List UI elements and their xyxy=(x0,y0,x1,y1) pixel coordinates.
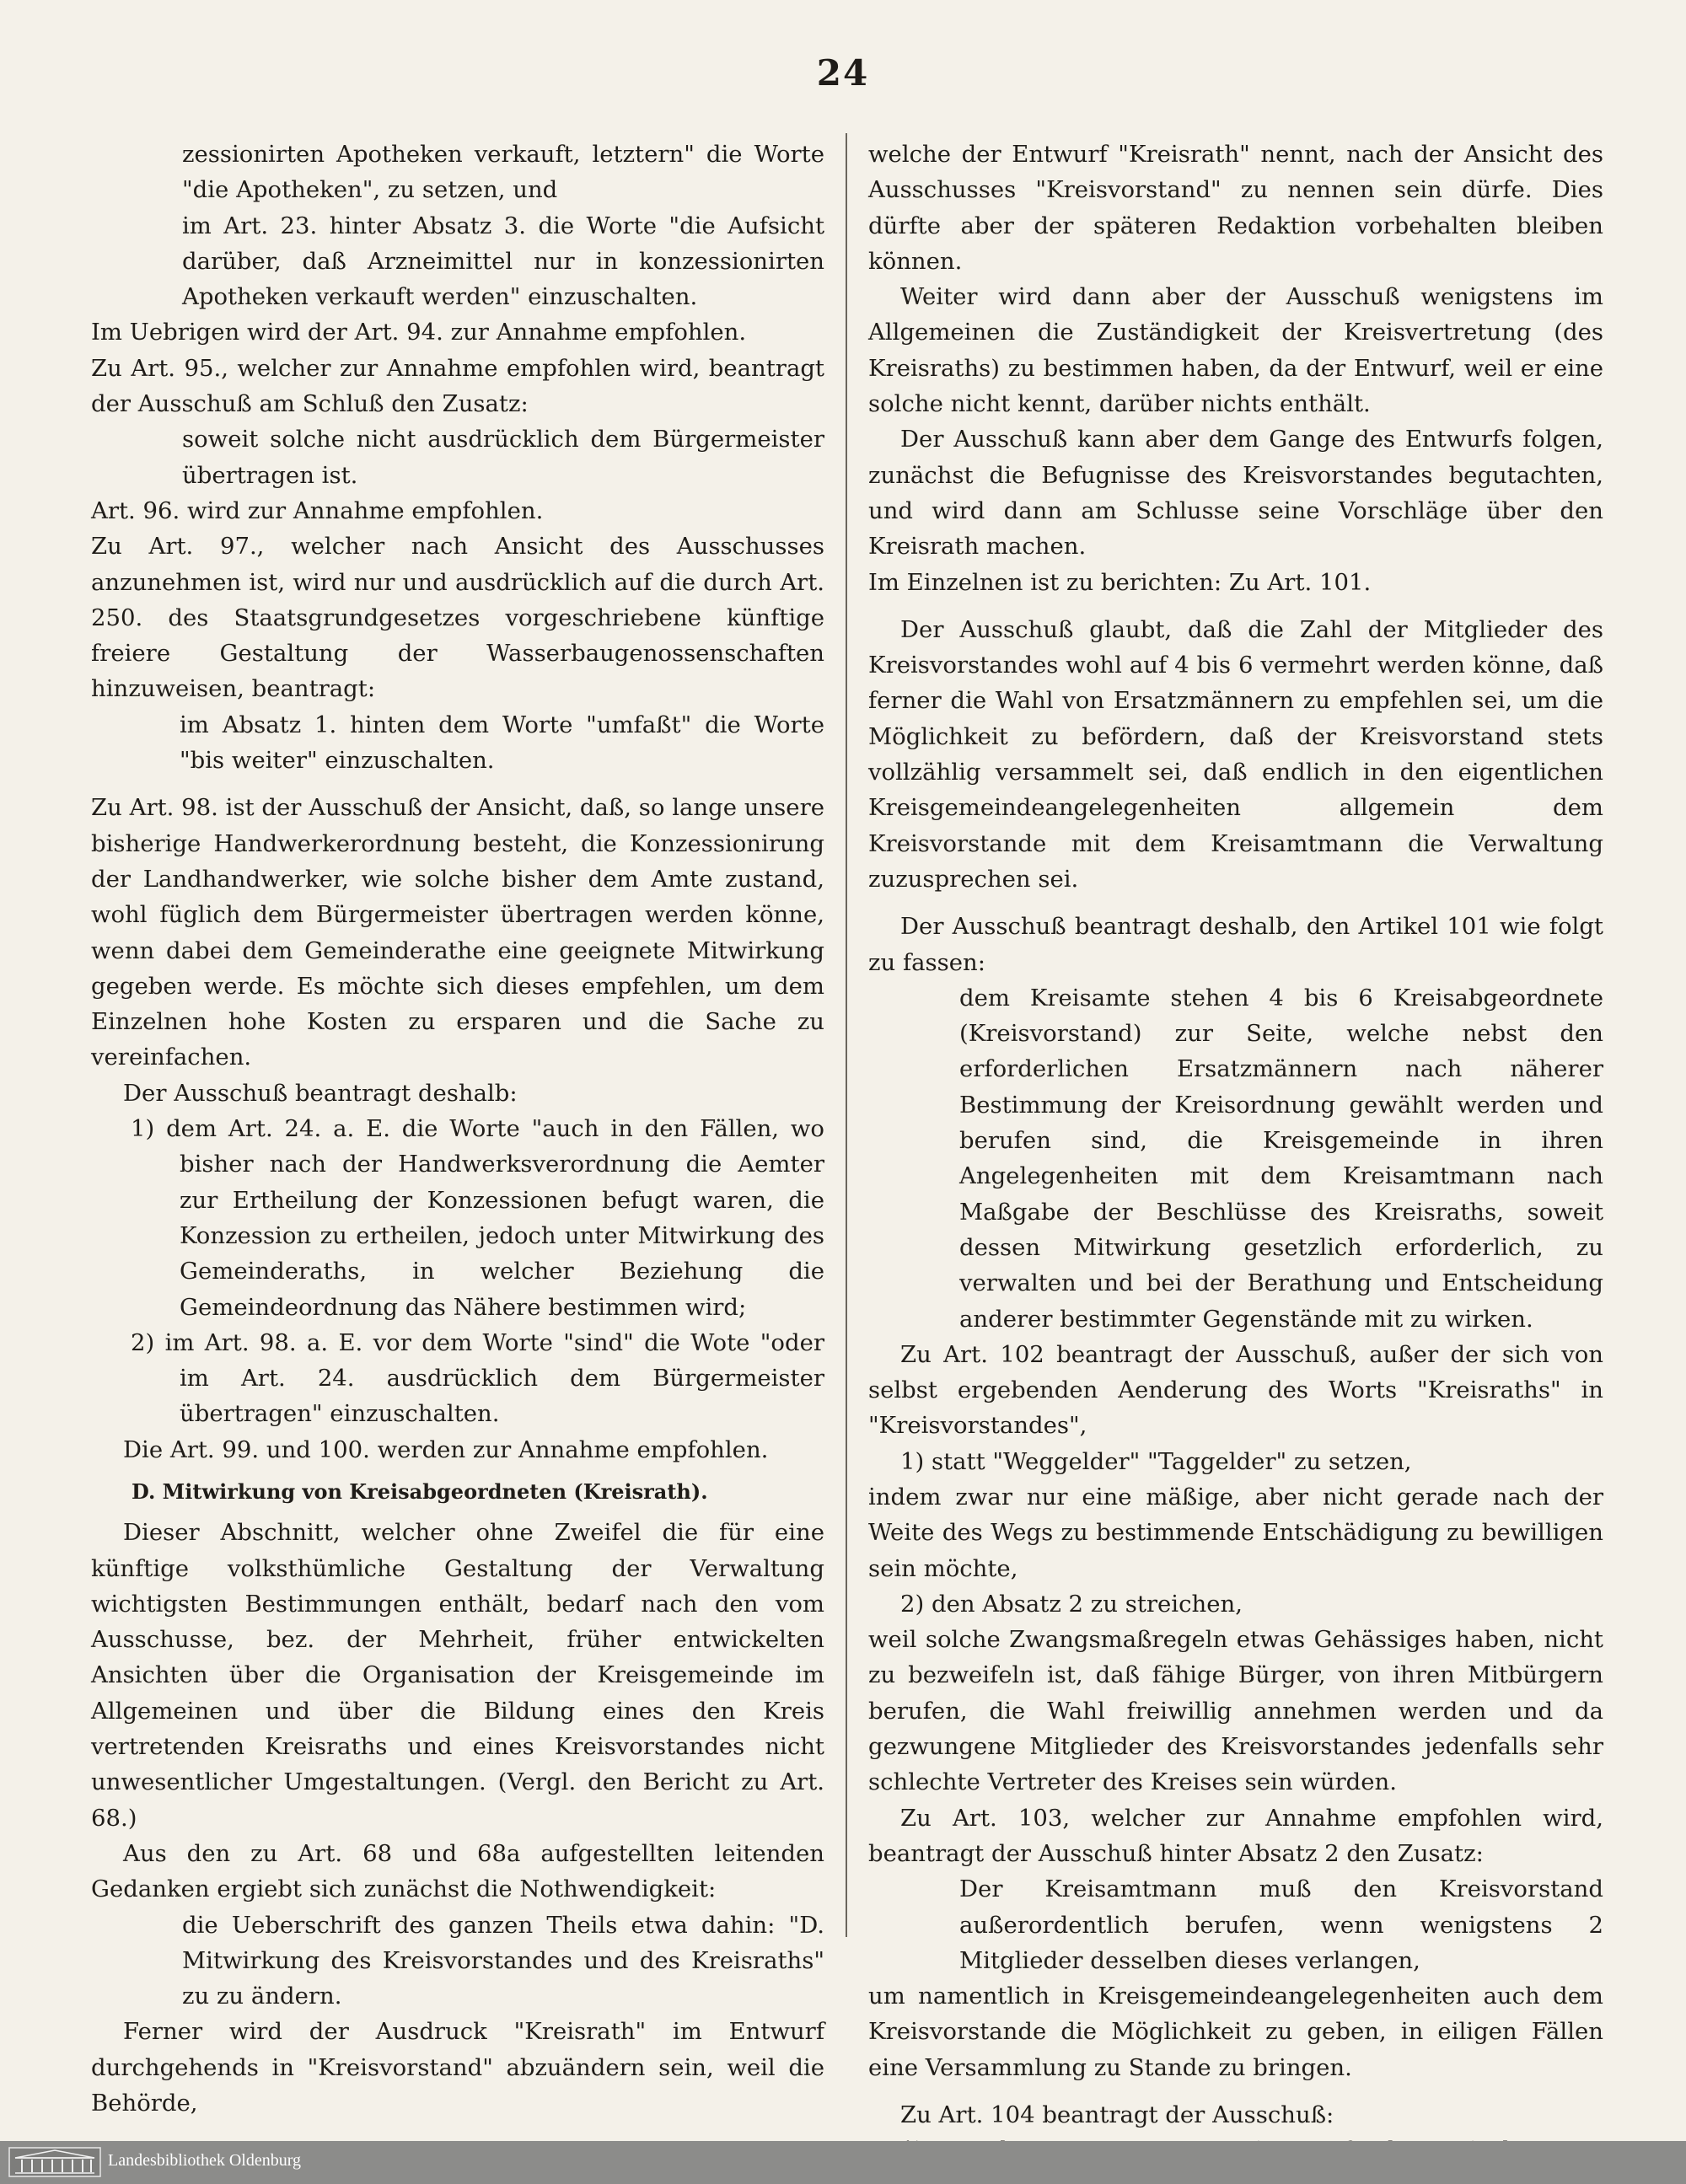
library-building-icon xyxy=(8,2147,101,2177)
paragraph: die Ueberschrift des ganzen Theils etwa dahin: "D. Mitwirkung des Kreisvorstandes und des Kreisraths" zu zu ändern. xyxy=(182,1911,824,2010)
column-divider xyxy=(846,133,847,1937)
paragraph: um namentlich in Kreisgemeindeangelegenheiten auch dem Kreisvorstande die Möglichkeit zu geben, in eiligen Fällen eine Versammlung zu Stande zu bringen. xyxy=(868,1983,1603,2081)
paragraph: Zu Art. 103, welcher zur Annahme empfohlen wird, beantragt der Ausschuß hinter Absatz 2 den Zusatz: xyxy=(868,1804,1603,1867)
paragraph: dem Kreisamte stehen 4 bis 6 Kreisabgeordnete (Kreisvorstand) zur Seite, welche nebst den erforderlichen Ersatzmännern nach näherer Bestimmung der Kreisordnung gewählt werden und berufen sind, die Kreisgemeinde in ihren Angelegenheiten mit dem Kreisamtmann nach Maßgabe der Beschlüsse des Kreisraths, soweit dessen Mitwirkung gesetzlich erforderlich, zu verwalten und bei der Berathung und Entscheidung anderer bestimmter Gegenstände mit zu wirken. xyxy=(959,984,1603,1333)
paragraph: Zu Art. 98. ist der Ausschuß der Ansicht, daß, so lange unsere bisherige Handwerkerordnung besteht, die Konzessionirung der Landhandwerker, wie solche bisher dem Amte zustand, wohl füglich dem Bürgermeister übertragen werden könne, wenn dabei dem Gemeinderathe eine geeignete Mitwirkung gegeben werde. Es möchte sich dieses empfehlen, um dem Einzelnen hohe Kosten zu ersparen und die Sache zu vereinfachen. xyxy=(91,794,824,1071)
footer-bar xyxy=(0,2141,1686,2184)
paragraph: Ferner wird der Ausdruck "Kreisrath" im Entwurf durchgehends in "Kreisvorstand" abzuändern sein, weil die Behörde, xyxy=(91,2018,824,2117)
paragraph: Dieser Abschnitt, welcher ohne Zweifel die für eine künftige volksthümliche Gestaltung der Verwaltung wichtigsten Bestimmungen enthält, bedarf nach den vom Ausschusse, bez. der Mehrheit, früher entwickelten Ansichten über die Organisation der Kreisgemeinde im Allgemeinen und über die Bildung eines den Kreis vertretenden Kreisraths und eines Kreisvorstandes nicht unwesentlicher Umgestaltungen. (Vergl. den Bericht zu Art. 68.) xyxy=(91,1519,824,1832)
paragraph: zessionirten Apotheken verkauft, letztern" die Worte "die Apotheken", zu setzen, und xyxy=(182,141,824,204)
paragraph: welche der Entwurf "Kreisrath" nennt, nach der Ansicht des Ausschusses "Kreisvorstand" zu nennen sein dürfe. Dies dürfte aber der späteren Redaktion vorbehalten bleiben können. xyxy=(868,141,1603,275)
paragraph: weil solche Zwangsmaßregeln etwas Gehässiges haben, nicht zu bezweifeln ist, daß fähige Bürger, von ihren Mitbürgern berufen, die Wahl freiwillig annehmen werden und da gezwungene Mitglieder des Kreisvorstandes jedenfalls sehr schlechte Vertreter des Kreises sein würden. xyxy=(868,1626,1603,1796)
paragraph: im Absatz 1. hinten dem Worte "umfaßt" die Worte "bis weiter" einzuschalten. xyxy=(180,711,824,775)
section-heading: D. Mitwirkung von Kreisabgeordneten (Kreisrath). xyxy=(132,1478,708,1504)
paragraph: Zu Art. 95., welcher zur Annahme empfohlen wird, beantragt der Ausschuß am Schluß den Zusatz: xyxy=(91,354,824,418)
paragraph: Art. 96. wird zur Annahme empfohlen. xyxy=(91,496,544,524)
list-item: 2) im Art. 98. a. E. vor dem Worte "sind" die Wote "oder im Art. 24. ausdrücklich dem Bürgermeister übertragen" einzuschalten. xyxy=(131,1328,824,1428)
paragraph: Zu Art. 104 beantragt der Ausschuß: xyxy=(900,2101,1334,2129)
paragraph: Aus den zu Art. 68 und 68a aufgestellten leitenden Gedanken ergiebt sich zunächst die Nothwendigkeit: xyxy=(91,1839,824,1903)
paragraph: Die Art. 99. und 100. werden zur Annahme empfohlen. xyxy=(123,1435,769,1463)
paragraph: Zu Art. 102 beantragt der Ausschuß, außer der sich von selbst ergebenden Aenderung des Worts "Kreisraths" in "Kreisvorstandes", xyxy=(868,1340,1603,1440)
paragraph: indem zwar nur eine mäßige, aber nicht gerade nach der Weite des Wegs zu bestimmende Entschädigung zu bewilligen sein möchte, xyxy=(868,1483,1603,1582)
left-column xyxy=(91,137,824,2121)
paragraph: 1) statt "Weggelder" "Taggelder" zu setzen, xyxy=(900,1447,1412,1475)
paragraph: Der Kreisamtmann muß den Kreisvorstand außerordentlich berufen, wenn wenigstens 2 Mitglieder desselben dieses verlangen, xyxy=(959,1875,1603,1974)
paragraph: Weiter wird dann aber der Ausschuß wenigstens im Allgemeinen die Zuständigkeit der Kreisvertretung (des Kreisraths) zu bestimmen haben, da der Entwurf, weil er eine solche nicht kennt, darüber nichts enthält. xyxy=(868,283,1603,418)
paragraph: Der Ausschuß glaubt, daß die Zahl der Mitglieder des Kreisvorstandes wohl auf 4 bis 6 vermehrt werden könne, daß ferner die Wahl von Ersatzmännern zu empfehlen sei, um die Möglichkeit zu befördern, daß der Kreisvorstand stets vollzählig versammelt sei, daß endlich in den eigentlichen Kreisgemeindeangelegenheiten allgemein dem Kreisvorstande mit dem Kreisamtmann die Verwaltung zuzusprechen sei. xyxy=(868,615,1603,893)
paragraph: Der Ausschuß beantragt deshalb: xyxy=(123,1079,518,1107)
paragraph: Der Ausschuß beantragt deshalb, den Artikel 101 wie folgt zu fassen: xyxy=(868,913,1603,976)
paragraph: 2) den Absatz 2 zu streichen, xyxy=(900,1590,1243,1618)
list-item: 1) dem Art. 24. a. E. die Worte "auch in den Fällen, wo bisher nach der Handwerksverordnung die Aemter zur Ertheilung der Konzessionen befugt waren, die Konzession zu ertheilen, jedoch unter Mitwirkung des Gemeinderaths, in welcher Beziehung die Gemeindeordnung das Nähere bestimmen wird; xyxy=(131,1115,824,1321)
paragraph: im Art. 23. hinter Absatz 3. die Worte "die Aufsicht darüber, daß Arzneimittel nur in konzessionirten Apotheken verkauft werden" einzuschalten. xyxy=(182,212,824,311)
paragraph: Im Uebrigen wird der Art. 94. zur Annahme empfohlen. xyxy=(91,319,747,346)
library-name: Landesbibliothek Oldenburg xyxy=(108,2151,302,2170)
paragraph: Im Einzelnen ist zu berichten: Zu Art. 101. xyxy=(868,568,1372,596)
page-number: 24 xyxy=(816,52,870,94)
paragraph: Zu Art. 97., welcher nach Ansicht des Ausschusses anzunehmen ist, wird nur und ausdrücklich auf die durch Art. 250. des Staatsgrundgesetzes vorgeschriebene künftige freiere Gestaltung der Wasserbaugenossenschaften hinzuweisen, beantragt: xyxy=(91,533,824,703)
paragraph: Der Ausschuß kann aber dem Gange des Entwurfs folgen, zunächst die Befugnisse des Kreisvorstandes begutachten, und wird dann am Schlusse seine Vorschläge über den Kreisrath machen. xyxy=(868,426,1603,561)
right-column xyxy=(868,137,1603,2169)
paragraph: soweit solche nicht ausdrücklich dem Bürgermeister übertragen ist. xyxy=(182,426,824,489)
